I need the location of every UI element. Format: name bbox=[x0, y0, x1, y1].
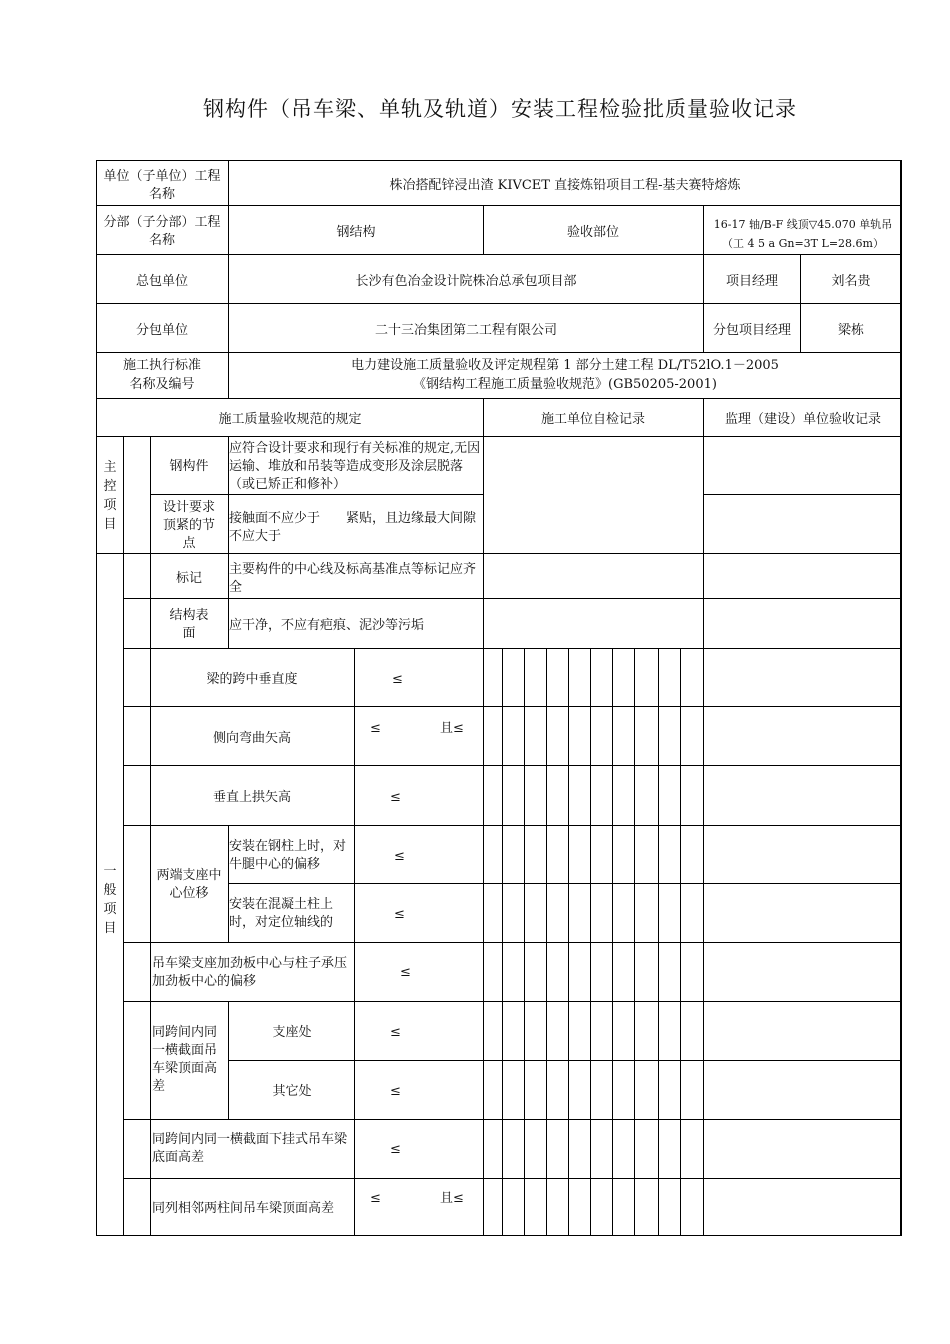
table-rule bbox=[123, 765, 902, 766]
table-rule bbox=[96, 398, 902, 399]
beam-midspan-verticality-tolerance: ≤ bbox=[392, 672, 403, 687]
unit-project-label: 单位（子单位）工程名称 bbox=[103, 169, 221, 202]
table-rule bbox=[703, 494, 902, 495]
general-item-marking-text: 主要构件的中心线及标高基准点等标记应齐全 bbox=[229, 562, 477, 595]
table-rule bbox=[123, 942, 902, 943]
stiffener-offset-tolerance: ≤ bbox=[400, 965, 411, 980]
lateral-bending-tolerance: ≤ bbox=[370, 721, 381, 736]
table-rule bbox=[96, 303, 902, 304]
adjacent-column-height-diff: 同列相邻两柱间吊车梁顶面高差 bbox=[152, 1201, 335, 1216]
table-rule bbox=[483, 436, 484, 648]
standard-label: 施工执行标准 bbox=[122, 358, 201, 373]
table-rule bbox=[703, 436, 704, 1236]
table-rule bbox=[228, 1001, 229, 1119]
table-rule bbox=[123, 1178, 902, 1179]
spec-column-header: 施工质量验收规范的规定 bbox=[218, 412, 362, 427]
subcontractor-label: 分包单位 bbox=[135, 323, 188, 338]
table-rule bbox=[680, 648, 681, 1236]
page-title: 钢构件（吊车梁、单轨及轨道）安装工程检验批质量验收记录 bbox=[203, 97, 797, 121]
table-rule bbox=[96, 352, 902, 353]
table-rule bbox=[228, 883, 902, 884]
table-rule bbox=[590, 648, 591, 1236]
standard-value: 电力建设施工质量验收及评定规程第 1 部分土建工程 DL/T52lO.1－2005 bbox=[351, 358, 779, 373]
inspection-part-value-2: （工 4 5 a Gn=3T L=28.6m） bbox=[722, 237, 884, 250]
other-location: 其它处 bbox=[272, 1084, 312, 1099]
standard-label-2: 名称及编号 bbox=[129, 377, 195, 392]
project-manager-label: 项目经理 bbox=[725, 274, 778, 289]
table-rule bbox=[612, 648, 613, 1236]
supervisor-column-header: 监理（建设）单位验收记录 bbox=[724, 412, 881, 427]
table-rule bbox=[123, 648, 902, 649]
table-rule bbox=[150, 436, 151, 648]
table-rule bbox=[800, 254, 801, 352]
support-location: 支座处 bbox=[272, 1025, 312, 1040]
table-rule bbox=[150, 648, 151, 1236]
vertical-camber: 垂直上拱矢高 bbox=[212, 790, 291, 805]
table-rule bbox=[96, 553, 902, 554]
general-item-marking: 标记 bbox=[175, 571, 202, 586]
table-rule bbox=[568, 648, 569, 1236]
table-rule bbox=[228, 160, 229, 398]
table-rule bbox=[123, 1001, 902, 1002]
table-rule bbox=[354, 648, 355, 1236]
table-rule bbox=[96, 436, 902, 437]
table-rule bbox=[524, 648, 525, 1236]
table-rule bbox=[123, 706, 902, 707]
bottom-surface-height-diff: 同跨间内同一横截面下挂式吊车梁底面高差 bbox=[152, 1132, 348, 1165]
subcontractor-value: 二十三冶集团第二工程有限公司 bbox=[374, 323, 557, 338]
main-control-group-label: 主控项目 bbox=[103, 460, 117, 532]
steel-column-offset-tolerance: ≤ bbox=[394, 849, 405, 864]
table-rule bbox=[703, 254, 704, 352]
project-manager-value: 刘名贵 bbox=[831, 274, 871, 289]
table-rule bbox=[150, 494, 483, 495]
main-item-steel-member: 钢构件 bbox=[169, 459, 209, 474]
general-item-surface-text: 应干净，不应有疤痕、泥沙等污垢 bbox=[229, 618, 425, 633]
table-rule bbox=[483, 205, 484, 254]
concrete-column-offset-tolerance: ≤ bbox=[394, 907, 405, 922]
adjacent-column-height-diff-tolerance-2: 且≤ bbox=[440, 1191, 464, 1206]
main-item-tight-joint-text: 接触面不应少于 紧贴，且边缘最大间隙不应大于 bbox=[229, 511, 477, 544]
table-rule bbox=[703, 205, 704, 254]
inspection-part-label: 验收部位 bbox=[566, 225, 619, 240]
top-surface-height-diff: 同跨间内同一横截面吊车梁顶面高差 bbox=[152, 1025, 218, 1094]
table-rule bbox=[228, 1060, 902, 1061]
inspection-part-value: 16-17 轴/B-F 线顶▽45.070 单轨吊 bbox=[713, 218, 893, 231]
bottom-surface-height-diff-tolerance: ≤ bbox=[390, 1142, 401, 1157]
sub-project-manager-label: 分包项目经理 bbox=[712, 323, 791, 338]
table-rule bbox=[96, 254, 902, 255]
steel-column-offset-text: 安装在钢柱上时，对牛腿中心的偏移 bbox=[229, 839, 347, 872]
table-rule bbox=[123, 598, 902, 599]
stiffener-offset-text: 吊车梁支座加劲板中心与柱子承压加劲板中心的偏移 bbox=[152, 956, 348, 989]
table-rule bbox=[658, 648, 659, 1236]
beam-midspan-verticality: 梁的跨中垂直度 bbox=[206, 672, 298, 687]
sub-project-label: 分部（子分部）工程名称 bbox=[103, 215, 221, 248]
general-item-surface: 结构表面 bbox=[169, 608, 209, 641]
support-center-offset: 两端支座中心位移 bbox=[156, 868, 222, 901]
other-location-tolerance: ≤ bbox=[390, 1084, 401, 1099]
lateral-bending-tolerance-2: 且≤ bbox=[440, 721, 464, 736]
general-contractor-label: 总包单位 bbox=[135, 274, 188, 289]
main-item-steel-member-text: 应符合设计要求和现行有关标准的规定,无因运输、堆放和吊装等造成变形及涂层脱落（或已矫正和修补） bbox=[229, 441, 481, 492]
vertical-camber-tolerance: ≤ bbox=[390, 790, 401, 805]
support-location-tolerance: ≤ bbox=[390, 1025, 401, 1040]
table-rule bbox=[96, 205, 902, 206]
table-rule bbox=[502, 648, 503, 1236]
general-contractor-value: 长沙有色冶金设计院株冶总承包项目部 bbox=[355, 274, 577, 289]
concrete-column-offset-text: 安装在混凝土柱上时，对定位轴线的 bbox=[229, 897, 334, 930]
table-rule bbox=[634, 648, 635, 1236]
table-rule bbox=[546, 648, 547, 1236]
lateral-bending: 侧向弯曲矢高 bbox=[212, 731, 291, 746]
table-rule bbox=[123, 436, 124, 1236]
table-rule bbox=[123, 1119, 902, 1120]
sub-project-manager-value: 梁栋 bbox=[837, 323, 864, 338]
main-item-tight-joint: 设计要求顶紧的节点 bbox=[162, 500, 215, 551]
adjacent-column-height-diff-tolerance: ≤ bbox=[370, 1191, 381, 1206]
table-rule bbox=[123, 825, 902, 826]
table-rule bbox=[483, 398, 484, 436]
table-rule bbox=[703, 398, 704, 436]
sub-project-value: 钢结构 bbox=[336, 225, 376, 240]
self-check-column-header: 施工单位自检记录 bbox=[540, 412, 645, 427]
general-group-label: 一般项目 bbox=[103, 864, 117, 936]
table-rule bbox=[483, 648, 484, 1236]
unit-project-value: 株冶搭配锌浸出渣 KIVCET 直接炼铅项目工程-基夫赛特熔炼 bbox=[389, 178, 741, 193]
standard-value-2: 《钢结构工程施工质量验收规范》(GB50205-2001) bbox=[413, 377, 717, 392]
